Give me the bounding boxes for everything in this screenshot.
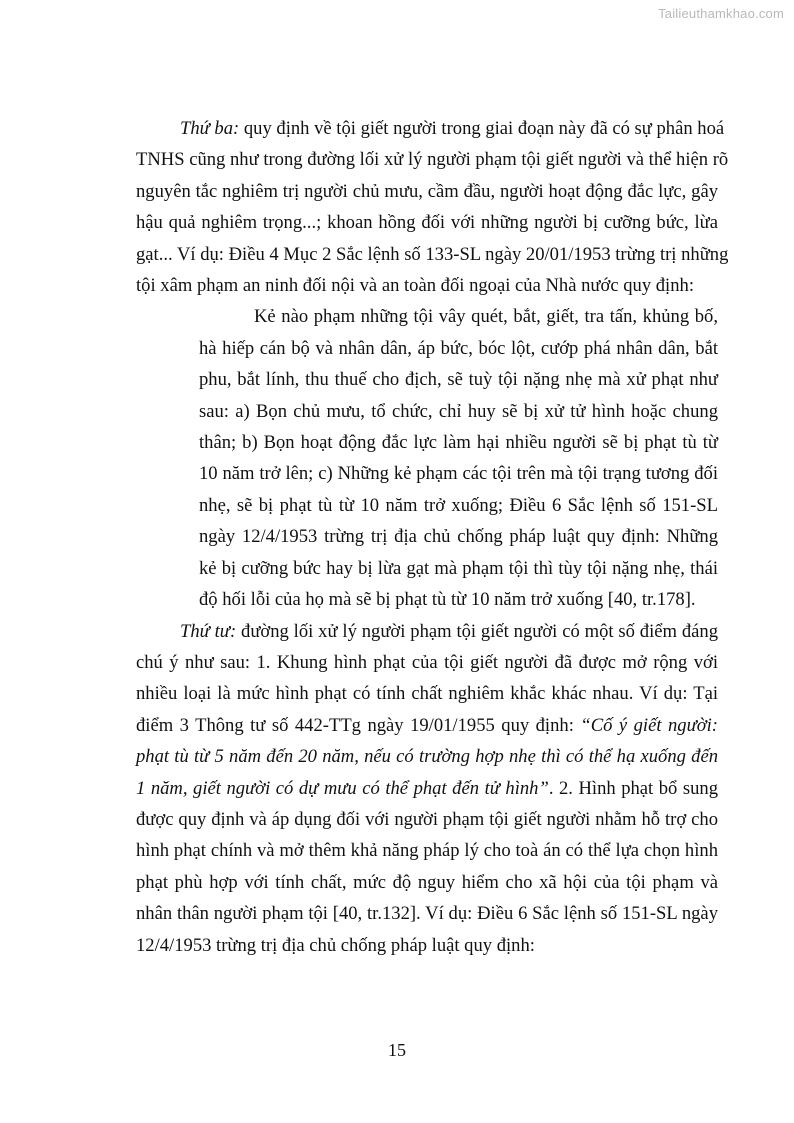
text-line: hậu quả nghiêm trọng...; khoan hồng đối với những người bị cưỡng bức, lừa — [136, 212, 718, 234]
text-line: điểm 3 Thông tư số 442-TTg ngày 19/01/1955 quy định: “Cố ý giết người: — [136, 714, 718, 736]
quote-line: nhẹ, sẽ bị phạt tù từ 10 năm trở xuống; Điều 6 Sắc lệnh số 151-SL — [199, 494, 718, 516]
quote-line: Kẻ nào phạm những tội vây quét, bắt, giết, tra tấn, khủng bố, — [254, 306, 718, 328]
text-line: TNHS cũng như trong đường lối xử lý người phạm tội giết người và thể hiện rõ — [136, 149, 729, 171]
text-line: gạt... Ví dụ: Điều 4 Mục 2 Sắc lệnh số 133-SL ngày 20/01/1953 trừng trị những — [136, 243, 729, 265]
text-line: được quy định và áp dụng đối với người phạm tội giết người nhằm hỗ trợ cho — [136, 808, 718, 830]
block-quote — [199, 301, 718, 615]
quote-line: ngày 12/4/1953 trừng trị địa chủ chống pháp luật quy định: Những — [199, 526, 718, 548]
quote-line: kẻ bị cưỡng bức hay bị lừa gạt mà phạm tội thì tùy tội nặng nhẹ, thái — [199, 557, 718, 579]
text-line: nhiều loại là mức hình phạt có tính chất nghiêm khắc khác nhau. Ví dụ: Tại — [136, 683, 718, 705]
text-line: 1 năm, giết người có dự mưu có thể phạt đến tử hình”. 2. Hình phạt bổ sung — [136, 777, 718, 799]
text-line: nguyên tắc nghiêm trị người chủ mưu, cầm đầu, người hoạt động đắc lực, gây — [136, 180, 718, 202]
lead-label: Thứ tư: — [180, 620, 237, 642]
text-line: chú ý như sau: 1. Khung hình phạt của tội giết người đã được mở rộng với — [136, 651, 718, 673]
quote-line: thân; b) Bọn hoạt động đắc lực làm hại nhiều người sẽ bị phạt tù từ — [199, 432, 718, 454]
page-number: 15 — [388, 1040, 406, 1060]
document-body — [136, 113, 729, 961]
quote-line: phu, bắt lính, thu thuế cho địch, sẽ tuỳ tội nặng nhẹ mà xử phạt như — [199, 369, 718, 391]
text-line: phạt phù hợp với tính chất, mức độ nguy hiểm cho xã hội của tội phạm và — [136, 871, 718, 893]
text-line: Thứ tư: đường lối xử lý người phạm tội giết người có một số điểm đáng — [180, 620, 718, 642]
text-line: nhân thân người phạm tội [40, tr.132]. Ví dụ: Điều 6 Sắc lệnh số 151-SL ngày — [136, 903, 718, 925]
watermark: Tailieuthamkhao.com — [658, 6, 784, 21]
quote-line: độ hối lỗi của họ mà sẽ bị phạt tù từ 10 năm trở xuống [40, tr.178]. — [199, 589, 696, 611]
paragraph-thu-ba — [136, 113, 729, 301]
text-line: 12/4/1953 trừng trị địa chủ chống pháp luật quy định: — [136, 934, 535, 956]
text-line: Thứ ba: quy định về tội giết người trong giai đoạn này đã có sự phân hoá — [180, 118, 725, 139]
quote-line: 10 năm trở lên; c) Những kẻ phạm các tội trên mà tội trạng tương đối — [199, 463, 718, 485]
text-line: tội xâm phạm an ninh đối nội và an toàn đối ngoại của Nhà nước quy định: — [136, 275, 694, 297]
text-line: phạt tù từ 5 năm đến 20 năm, nếu có trường hợp nhẹ thì có thể hạ xuống đến — [136, 746, 718, 768]
paragraph-thu-tu — [136, 616, 718, 961]
text-line: hình phạt chính và mở thêm khả năng pháp lý cho toà án có thể lựa chọn hình — [136, 840, 718, 862]
lead-label: Thứ ba: — [180, 118, 240, 139]
quote-line: hà hiếp cán bộ và nhân dân, áp bức, bóc lột, cướp phá nhân dân, bắt — [199, 337, 718, 359]
quote-line: sau: a) Bọn chủ mưu, tổ chức, chỉ huy sẽ bị xử tử hình hoặc chung — [199, 400, 718, 422]
